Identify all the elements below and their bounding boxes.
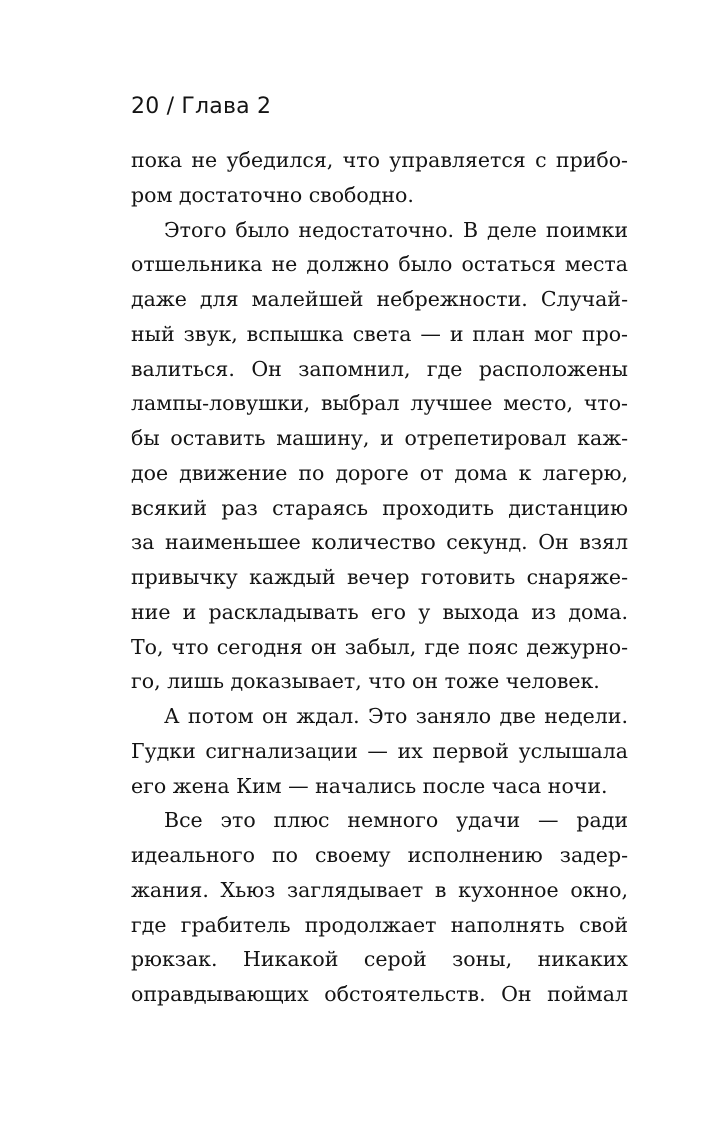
text-line: ние и раскладывать его у выхода из дома. [131, 599, 628, 624]
body-text [131, 143, 628, 1012]
text-line: рюкзак. Никакой серой зоны, никаких [131, 947, 628, 972]
text-line: ный звук, вспышка света — и план мог про- [131, 321, 628, 346]
paragraph [131, 699, 628, 803]
text-line: где грабитель продолжает наполнять свой [131, 912, 628, 937]
text-line: валиться. Он запомнил, где расположены [131, 356, 628, 381]
paragraph [131, 213, 628, 700]
text-line: дое движение по дороге от дома к лагерю, [131, 460, 628, 485]
text-line: бы оставить машину, и отрепетировал каж- [131, 426, 628, 450]
text-line: идеального по своему исполнению задер- [131, 843, 628, 867]
text-line: А потом он ждал. Это заняло две недели. [164, 704, 628, 728]
text-line: его жена Ким — начались после часа ночи. [131, 773, 608, 798]
text-line: Этого было недостаточно. В деле поимки [164, 217, 628, 242]
text-line: жания. Хьюз заглядывает в кухонное окно, [131, 877, 628, 902]
text-line: лампы-ловушки, выбрал лучшее место, что- [131, 391, 628, 416]
text-line: Гудки сигнализации — их первой услышала [131, 738, 628, 763]
text-line: ром достаточно свободно. [131, 182, 414, 207]
text-line: пока не убедился, что управляется с прибо- [131, 148, 628, 172]
text-line: То, что сегодня он забыл, где пояс дежурно- [131, 634, 628, 659]
text-line: за наименьшее количество секунд. Он взял [131, 530, 628, 555]
text-line: Все это плюс немного удачи — ради [164, 808, 628, 833]
running-head: 20 / Глава 2 [131, 94, 272, 119]
text-line: даже для малейшей небрежности. Случай- [131, 287, 628, 311]
text-line: оправдывающих обстоятельств. Он поймал [131, 982, 628, 1006]
text-line: всякий раз стараясь проходить дистанцию [131, 495, 628, 520]
text-line: отшельника не должно было остаться места [131, 252, 628, 277]
text-line: го, лишь доказывает, что он тоже человек. [131, 669, 600, 694]
paragraph [131, 803, 628, 1012]
text-line: привычку каждый вечер готовить снаряже- [131, 565, 628, 589]
paragraph [131, 143, 628, 213]
